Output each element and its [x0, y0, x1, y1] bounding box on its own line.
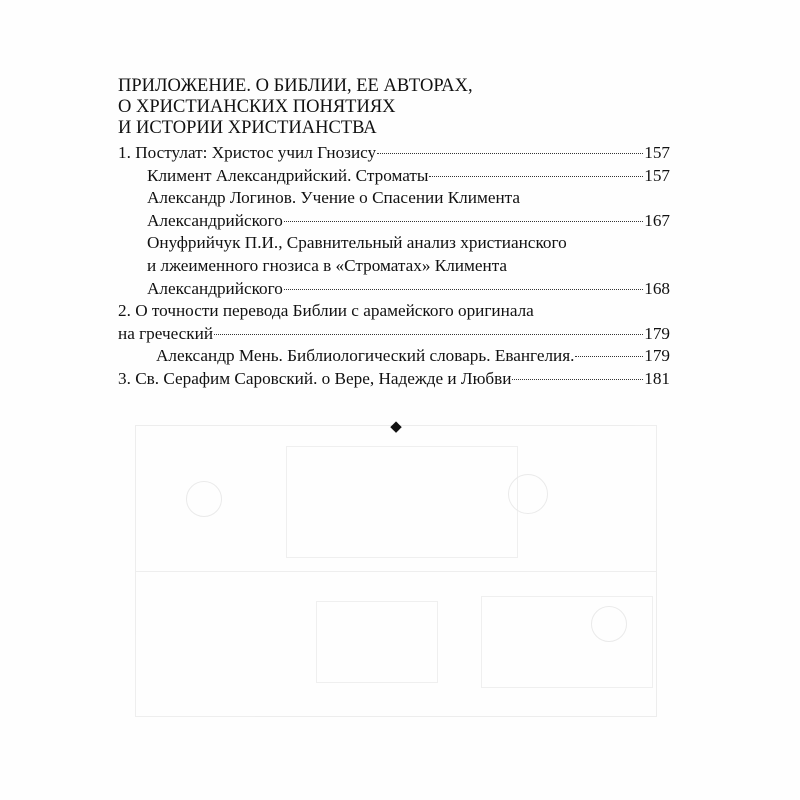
heading-line-3: И ИСТОРИИ ХРИСТИАНСТВА — [118, 118, 377, 138]
toc-entry-4-line-1: Онуфрийчук П.И., Сравнительный анализ христианского — [147, 233, 567, 253]
toc-page-number: 179 — [644, 323, 670, 343]
leader-dots — [512, 379, 643, 380]
toc-entry-label: 3. Св. Серафим Саровский. о Вере, Надежде и Любви — [118, 368, 512, 388]
toc-entry-6[interactable] — [118, 345, 670, 368]
heading-line-1: ПРИЛОЖЕНИЕ. О БИБЛИИ, ЕЕ АВТОРАХ, — [118, 76, 473, 96]
toc-entry-2[interactable] — [118, 165, 670, 188]
leader-dots — [575, 356, 643, 357]
toc-entry-7[interactable] — [118, 368, 670, 391]
toc-entry-label: на греческий — [118, 323, 214, 343]
diamond-ornament-icon: ◆ — [390, 419, 402, 435]
leader-dots — [377, 153, 643, 154]
toc-page-number: 157 — [644, 165, 670, 185]
toc-entry-1[interactable] — [118, 142, 670, 165]
heading-line-2: О ХРИСТИАНСКИХ ПОНЯТИЯХ — [118, 97, 396, 117]
toc-page-number: 167 — [644, 210, 670, 230]
toc-page-number: 181 — [644, 368, 670, 388]
toc-page-number: 179 — [644, 346, 670, 366]
bleed-through-map — [135, 425, 657, 717]
toc-entry-label: Александр Мень. Библиологический словарь. Евангелия. — [156, 346, 575, 366]
toc-entry-label: Климент Александрийский. Строматы — [147, 165, 429, 185]
leader-dots — [284, 221, 643, 222]
leader-dots — [429, 176, 643, 177]
section-heading — [118, 76, 670, 139]
table-of-contents — [118, 76, 670, 391]
toc-page-number: 157 — [644, 143, 670, 162]
leader-dots — [214, 334, 643, 335]
toc-entry-4-line-2: и лжеименного гнозиса в «Строматах» Климента — [147, 255, 508, 275]
toc-entry-5[interactable] — [118, 323, 670, 346]
toc-entry-label: Александрийского — [147, 210, 283, 230]
toc-entry-label: 1. Постулат: Христос учил Гнозису — [118, 143, 377, 162]
toc-entry-3-line-1: Александр Логинов. Учение о Спасении Климента — [147, 188, 521, 208]
toc-page-number: 168 — [644, 278, 670, 298]
toc-entry-5-line-1: 2. О точности перевода Библии с арамейского оригинала — [118, 301, 534, 321]
toc-entry-4[interactable] — [118, 278, 670, 301]
leader-dots — [284, 289, 643, 290]
toc-entry-label: Александрийского — [147, 278, 283, 298]
toc-entry-3[interactable] — [118, 210, 670, 233]
